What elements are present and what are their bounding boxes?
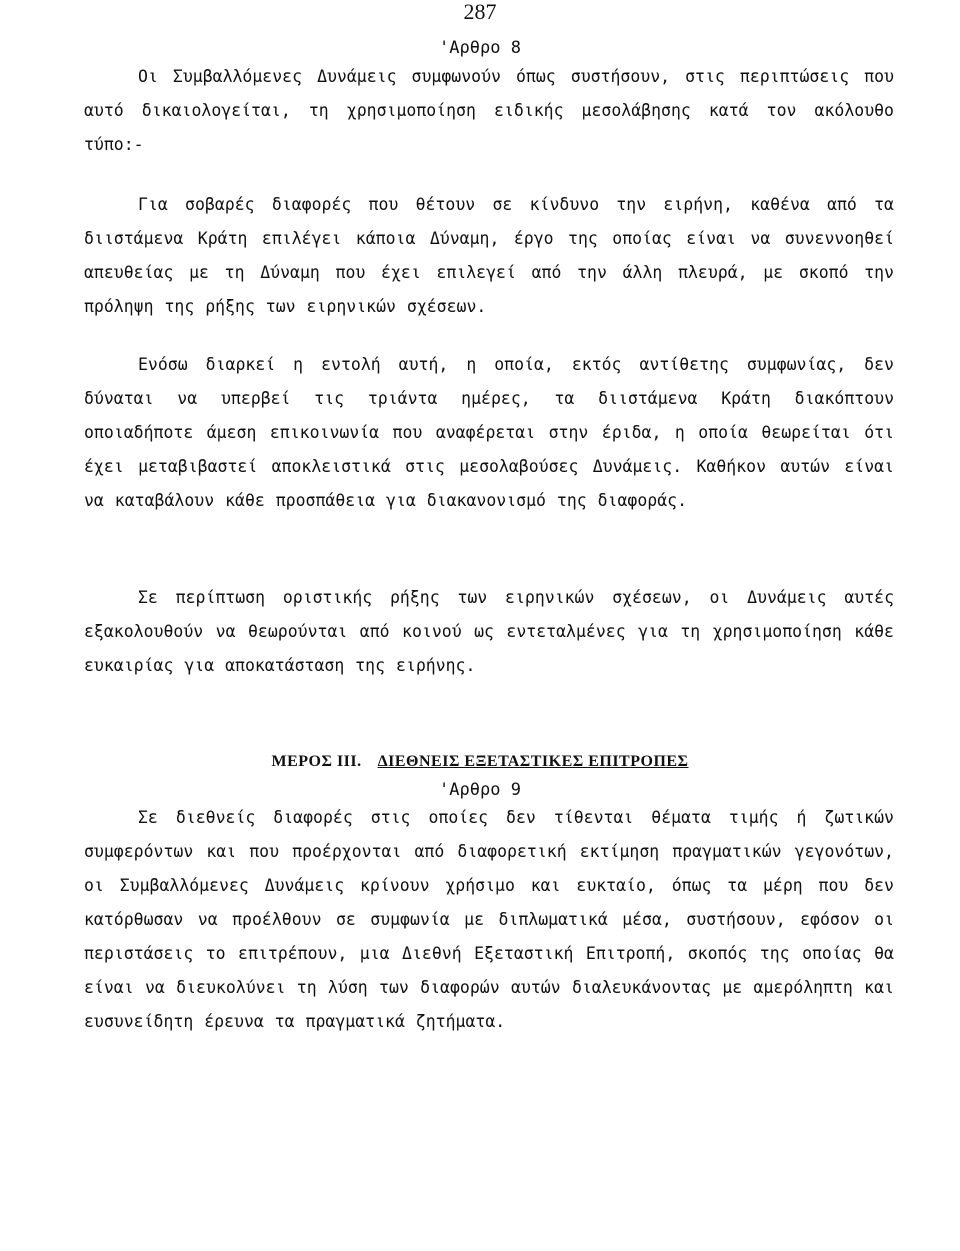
article-8-paragraph-3: Ενόσω διαρκεί η εντολή αυτή, η οποία, εκτός αντίθετης συμφωνίας, δεν δύναται να υπερβεί τις τριάντα ημέρες, τα διιστάμενα Κράτη διακόπτουν οποιαδήποτε άμεση επικοινωνία που αναφέρεται στην έριδα, η οποία θεωρείται ότι έχει μεταβιβαστεί αποκλειστικά στις μεσολαβούσες Δυνάμεις. Καθήκον αυτών είναι να καταβάλουν κάθε προσπάθεια για διακανονισμό της διαφοράς. <box>84 355 894 510</box>
page-number: 287 <box>463 0 497 24</box>
article-8-heading: 'Αρθρο 8 <box>439 38 521 58</box>
article-9-heading: 'Αρθρο 9 <box>439 780 521 800</box>
article-9-paragraph-1: Σε διεθνείς διαφορές στις οποίες δεν τίθενται θέματα τιμής ή ζωτικών συμφερόντων και που προέρχονται από διαφορετική εκτίμηση πραγματικών γεγονότων, οι Συμβαλλόμενες Δυνάμεις κρίνουν χρήσιμο και ευκταίο, όπως τα μέρη που δεν κατόρθωσαν να προέλθουν σε συμφωνία με διπλωματικά μέσα, συστήσουν, εφόσον οι περιστάσεις το επιτρέπουν, μια Διεθνή Εξεταστική Επιτροπή, σκοπός της οποίας θα είναι να διευκολύνει τη λύση των διαφορών αυτών διαλευκάνοντας με αμερόληπτη και ευσυνείδητη έρευνα τα πραγματικά ζητήματα. <box>84 808 894 1031</box>
article-8-paragraph-2: Για σοβαρές διαφορές που θέτουν σε κίνδυνο την ειρήνη, καθένα από τα διιστάμενα Κράτη επιλέγει κάποια Δύναμη, έργο της οποίας είναι να συνεννοηθεί απευθείας με τη Δύναμη που έχει επιλεγεί από την άλλη πλευρά, με σκοπό την πρόληψη της ρήξης των ειρηνικών σχέσεων. <box>84 195 894 316</box>
article-8-paragraph-4: Σε περίπτωση οριστικής ρήξης των ειρηνικών σχέσεων, οι Δυνάμεις αυτές εξακολουθούν να θεωρούνται από κοινού ως εντεταλμένες για τη χρησιμοποίηση κάθε ευκαιρίας για αποκατάσταση της ειρήνης. <box>84 588 894 675</box>
part-3-label: ΜΕΡΟΣ III. <box>271 753 362 770</box>
part-3-title: ΔΙΕΘΝΕΙΣ ΕΞΕΤΑΣΤΙΚΕΣ ΕΠΙΤΡΟΠΕΣ <box>377 753 689 770</box>
part-3-heading <box>0 753 960 771</box>
article-8-paragraph-1: Οι Συμβαλλόμενες Δυνάμεις συμφωνούν όπως συστήσουν, στις περιπτώσεις που αυτό δικαιολογείται, τη χρησιμοποίηση ειδικής μεσολάβησης κατά τον ακόλουθο τύπο:- <box>84 67 894 154</box>
